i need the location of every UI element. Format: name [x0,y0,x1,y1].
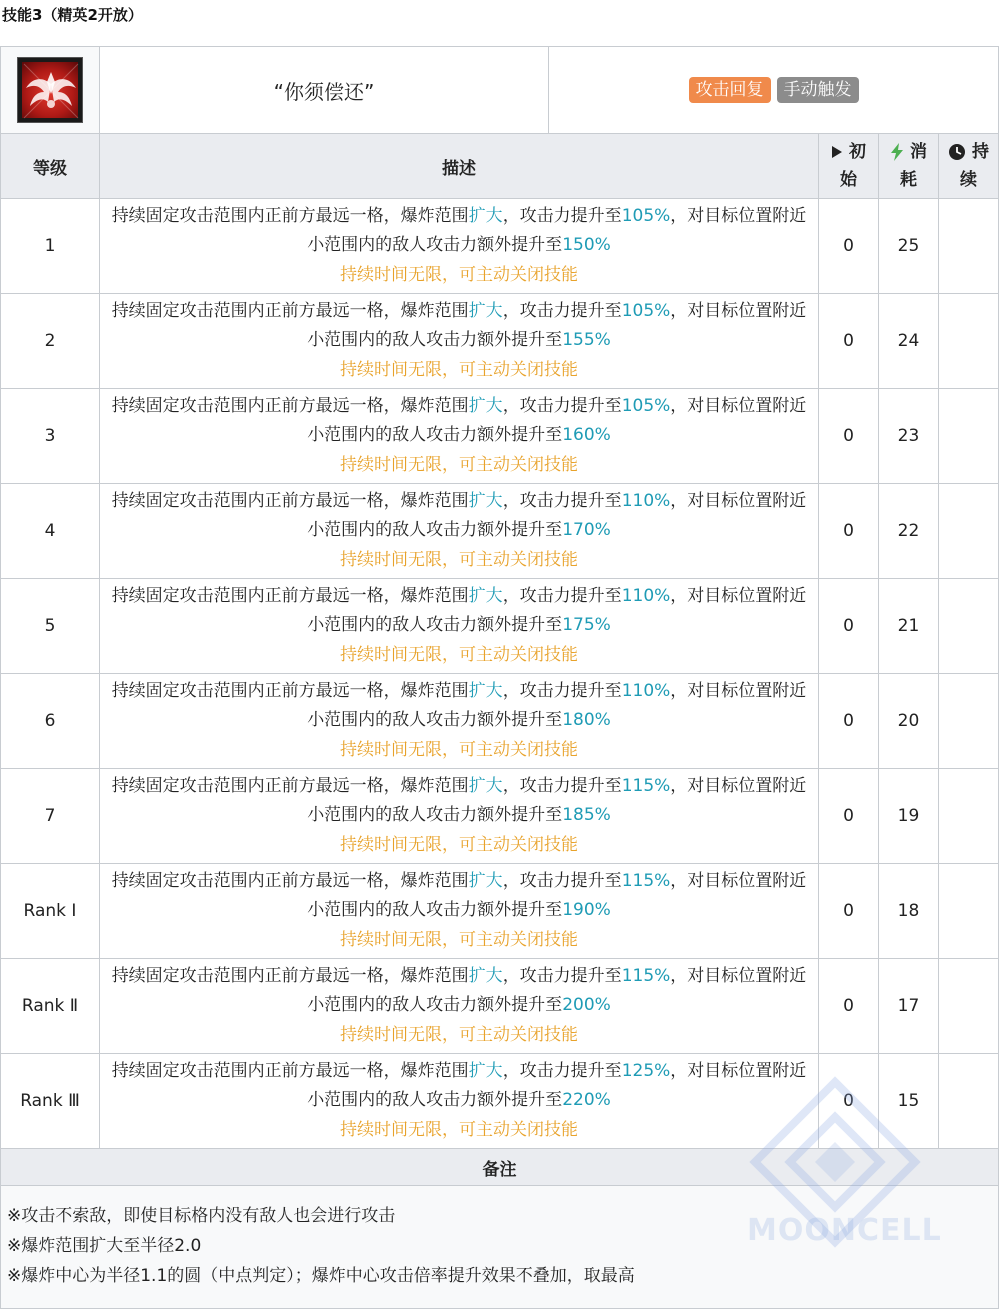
skill-header-row [1,47,999,134]
extra-value: 220% [562,1090,611,1111]
col-initial [819,134,879,199]
desc-highlight: 扩大 [468,870,503,891]
level-cell: Rank Ⅰ [1,864,100,959]
desc-text: ，对目标位置附近小范围内的敌人攻击力额外提升至 [307,775,807,826]
description-cell [100,579,819,674]
atk-value: 115% [621,775,671,796]
desc-highlight: 扩大 [468,300,503,321]
initial-cell: 0 [819,389,879,484]
col-duration-label: 持 续 [960,142,989,190]
extra-value: 190% [562,900,611,921]
clock-icon [948,143,966,161]
extra-value: 180% [562,710,611,731]
table-row [1,864,999,959]
duration-note: 持续时间无限，可主动关闭技能 [340,739,578,760]
duration-cell [939,199,999,294]
description-cell [100,674,819,769]
duration-cell [939,294,999,389]
desc-highlight: 扩大 [468,680,503,701]
desc-text: ，攻击力提升至 [502,585,622,606]
note-line: ※爆炸中心为半径1.1的圆（中点判定）；爆炸中心攻击倍率提升效果不叠加，取最高 [7,1266,635,1286]
duration-note: 持续时间无限，可主动关闭技能 [340,549,578,570]
desc-text: ，对目标位置附近小范围内的敌人攻击力额外提升至 [307,1060,807,1111]
note-line: ※爆炸范围扩大至半径2.0 [7,1236,202,1256]
desc-text: ，对目标位置附近小范围内的敌人攻击力额外提升至 [307,680,807,731]
cost-cell: 22 [879,484,939,579]
desc-text: ，对目标位置附近小范围内的敌人攻击力额外提升至 [307,490,807,541]
initial-cell: 0 [819,484,879,579]
cost-cell: 20 [879,674,939,769]
duration-note: 持续时间无限，可主动关闭技能 [340,929,578,950]
desc-highlight: 扩大 [468,205,503,226]
level-cell: 5 [1,579,100,674]
extra-value: 170% [562,520,611,541]
section-title: 技能3（精英2开放） [2,6,143,24]
duration-cell [939,579,999,674]
desc-text: 持续固定攻击范围内正前方最远一格，爆炸范围 [111,965,469,986]
skill-name: “你须偿还” [100,47,549,134]
initial-cell: 0 [819,864,879,959]
desc-text: ，攻击力提升至 [502,205,622,226]
desc-text: ，攻击力提升至 [502,1060,622,1081]
col-cost-label: 消 耗 [900,142,927,190]
desc-text: ，攻击力提升至 [502,680,622,701]
duration-cell [939,864,999,959]
cost-cell: 18 [879,864,939,959]
duration-cell [939,674,999,769]
badge-trigger-type: 手动触发 [777,77,859,103]
duration-cell [939,389,999,484]
skill-icon [17,57,83,123]
desc-text: ，对目标位置附近小范围内的敌人攻击力额外提升至 [307,395,807,446]
table-row [1,294,999,389]
level-cell: 3 [1,389,100,484]
extra-value: 185% [562,805,611,826]
col-level: 等级 [1,134,100,199]
table-row [1,579,999,674]
table-row [1,1054,999,1149]
atk-value: 105% [621,395,671,416]
initial-cell: 0 [819,579,879,674]
desc-text: ，攻击力提升至 [502,775,622,796]
duration-note: 持续时间无限，可主动关闭技能 [340,359,578,380]
level-rows [1,199,999,1149]
desc-text: ，对目标位置附近小范围内的敌人攻击力额外提升至 [307,205,807,256]
atk-value: 110% [621,490,671,511]
atk-value: 125% [621,1060,671,1081]
duration-note: 持续时间无限，可主动关闭技能 [340,834,578,855]
desc-highlight: 扩大 [468,775,503,796]
level-cell: 7 [1,769,100,864]
column-header-row [1,134,999,199]
desc-text: ，对目标位置附近小范围内的敌人攻击力额外提升至 [307,300,807,351]
desc-text: 持续固定攻击范围内正前方最远一格，爆炸范围 [111,870,469,891]
extra-value: 200% [562,995,611,1016]
table-row [1,769,999,864]
cost-cell: 24 [879,294,939,389]
play-triangle-icon [831,145,843,159]
initial-cell: 0 [819,199,879,294]
cost-cell: 15 [879,1054,939,1149]
desc-text: ，对目标位置附近小范围内的敌人攻击力额外提升至 [307,870,807,921]
duration-cell [939,1054,999,1149]
desc-text: 持续固定攻击范围内正前方最远一格，爆炸范围 [111,680,469,701]
duration-note: 持续时间无限，可主动关闭技能 [340,1119,578,1140]
extra-value: 160% [562,425,611,446]
desc-highlight: 扩大 [468,1060,503,1081]
extra-value: 155% [562,330,611,351]
atk-value: 115% [621,965,671,986]
atk-value: 105% [621,205,671,226]
desc-text: 持续固定攻击范围内正前方最远一格，爆炸范围 [111,205,469,226]
col-description: 描述 [100,134,819,199]
table-row [1,199,999,294]
table-row [1,389,999,484]
atk-value: 110% [621,585,671,606]
desc-text: ，攻击力提升至 [502,300,622,321]
col-cost [879,134,939,199]
cost-cell: 21 [879,579,939,674]
description-cell [100,959,819,1054]
desc-text: 持续固定攻击范围内正前方最远一格，爆炸范围 [111,300,469,321]
cost-cell: 23 [879,389,939,484]
desc-text: 持续固定攻击范围内正前方最远一格，爆炸范围 [111,585,469,606]
level-cell: 1 [1,199,100,294]
description-cell [100,389,819,484]
desc-highlight: 扩大 [468,490,503,511]
desc-text: ，攻击力提升至 [502,870,622,891]
desc-text: 持续固定攻击范围内正前方最远一格，爆炸范围 [111,1060,469,1081]
initial-cell: 0 [819,769,879,864]
duration-note: 持续时间无限，可主动关闭技能 [340,454,578,475]
initial-cell: 0 [819,959,879,1054]
level-cell: 2 [1,294,100,389]
desc-text: 持续固定攻击范围内正前方最远一格，爆炸范围 [111,490,469,511]
duration-cell [939,769,999,864]
atk-value: 105% [621,300,671,321]
description-cell [100,769,819,864]
desc-highlight: 扩大 [468,395,503,416]
initial-cell: 0 [819,674,879,769]
level-cell: 4 [1,484,100,579]
description-cell [100,1054,819,1149]
duration-note: 持续时间无限，可主动关闭技能 [340,264,578,285]
desc-highlight: 扩大 [468,585,503,606]
duration-cell [939,959,999,1054]
description-cell [100,484,819,579]
initial-cell: 0 [819,294,879,389]
cost-cell: 19 [879,769,939,864]
table-row [1,484,999,579]
atk-value: 110% [621,680,671,701]
extra-value: 150% [562,235,611,256]
desc-text: ，对目标位置附近小范围内的敌人攻击力额外提升至 [307,965,807,1016]
cost-cell: 25 [879,199,939,294]
note-line: ※攻击不索敌，即使目标格内没有敌人也会进行攻击 [7,1206,396,1226]
col-duration [939,134,999,199]
skill-table [0,46,999,1309]
description-cell [100,294,819,389]
desc-text: 持续固定攻击范围内正前方最远一格，爆炸范围 [111,395,469,416]
badge-sp-type: 攻击回复 [689,77,771,103]
atk-value: 115% [621,870,671,891]
extra-value: 175% [562,615,611,636]
watermark-text: MOONCELL [747,1213,942,1248]
description-cell [100,199,819,294]
table-row [1,959,999,1054]
table-row [1,674,999,769]
skill-icon-cell [1,47,100,134]
initial-cell: 0 [819,1054,879,1149]
notes-title: 备注 [1,1149,999,1186]
duration-note: 持续时间无限，可主动关闭技能 [340,644,578,665]
desc-text: ，对目标位置附近小范围内的敌人攻击力额外提升至 [307,585,807,636]
desc-text: 持续固定攻击范围内正前方最远一格，爆炸范围 [111,775,469,796]
desc-highlight: 扩大 [468,965,503,986]
col-initial-label: 初 始 [840,142,866,190]
cost-cell: 17 [879,959,939,1054]
description-cell [100,864,819,959]
notes-header-row [1,1149,999,1186]
duration-note: 持续时间无限，可主动关闭技能 [340,1024,578,1045]
desc-text: ，攻击力提升至 [502,395,622,416]
desc-text: ，攻击力提升至 [502,490,622,511]
skill-badges [549,47,999,134]
desc-text: ，攻击力提升至 [502,965,622,986]
level-cell: Rank Ⅲ [1,1054,100,1149]
level-cell: Rank Ⅱ [1,959,100,1054]
lightning-icon [890,143,904,161]
level-cell: 6 [1,674,100,769]
duration-cell [939,484,999,579]
